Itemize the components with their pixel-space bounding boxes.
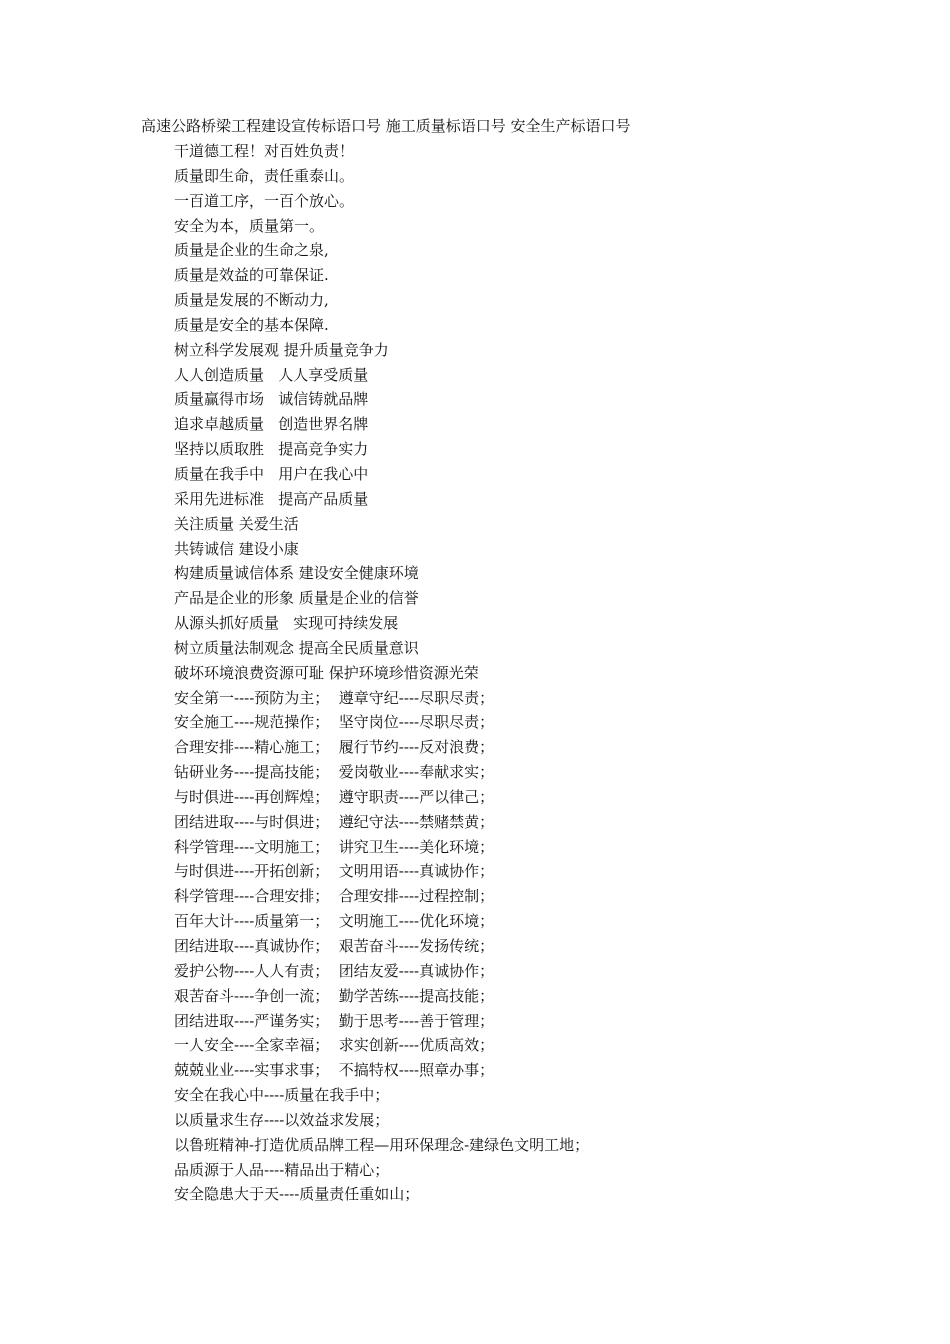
slogan-list [174,139,589,1207]
slogan-line: 一人安全----全家幸福； 求实创新----优质高效； [174,1036,495,1055]
slogan-line: 团结进取----真诚协作； 艰苦奋斗----发扬传统； [174,937,495,955]
slogan-line: 科学管理----文明施工； 讲究卫生----美化环境； [174,837,495,856]
slogan-line: 科学管理----合理安排； 合理安排----过程控制； [174,887,495,906]
slogan-line: 钻研业务----提高技能； 爱岗敬业----奉献求实； [174,763,495,782]
slogan-line: 质量是企业的生命之泉, [174,241,329,260]
slogan-line: 一百道工序，一百个放心。 [174,191,355,210]
slogan-line: 质量即生命，责任重泰山。 [174,166,355,185]
slogan-line: 安全施工----规范操作； 坚守岗位----尽职尽责； [174,713,495,732]
slogan-line: 安全第一----预防为主； 遵章守纪----尽职尽责； [174,688,495,707]
slogan-line: 树立质量法制观念 提高全民质量意识 [174,638,419,657]
slogan-line: 人人创造质量 人人享受质量 [174,365,369,384]
document-title: 高速公路桥梁工程建设宣传标语口号 施工质量标语口号 安全生产标语口号 [141,117,631,135]
slogan-line: 艰苦奋斗----争创一流； 勤学苦练----提高技能； [174,986,495,1005]
slogan-line: 以鲁班精神-打造优质品牌工程—用环保理念-建绿色文明工地； [174,1135,590,1154]
slogan-line: 合理安排----精心施工； 履行节约----反对浪费； [174,738,495,757]
slogan-line: 安全隐患大于天----质量责任重如山； [174,1185,420,1204]
slogan-line: 以质量求生存----以效益求发展； [174,1110,390,1129]
slogan-line: 安全为本，质量第一。 [174,216,325,235]
slogan-line: 从源头抓好质量 实现可持续发展 [174,614,399,633]
slogan-line: 兢兢业业----实事求事； 不搞特权----照章办事； [174,1061,495,1080]
slogan-line: 与时俱进----再创辉煌； 遵守职责----严以律己； [174,787,495,806]
slogan-line: 与时俱进----开拓创新； 文明用语----真诚协作； [174,862,495,881]
slogan-line: 采用先进标准 提高产品质量 [174,489,369,508]
slogan-line: 关注质量 关爱生活 [174,514,299,533]
slogan-line: 质量是效益的可靠保证. [174,266,329,285]
slogan-line: 追求卓越质量 创造世界名牌 [174,415,369,434]
slogan-line: 百年大计----质量第一； 文明施工----优化环境； [174,912,495,931]
slogan-line: 产品是企业的形象 质量是企业的信誉 [174,589,419,608]
slogan-line: 团结进取----严谨务实； 勤于思考----善于管理； [174,1011,495,1030]
slogan-line: 共铸诚信 建设小康 [174,539,299,558]
slogan-line: 安全在我心中----质量在我手中； [174,1086,390,1105]
slogan-line: 爱护公物----人人有责； 团结友爱----真诚协作； [174,961,495,980]
slogan-line: 构建质量诚信体系 建设安全健康环境 [174,564,419,583]
slogan-line: 质量赢得市场 诚信铸就品牌 [174,390,369,409]
slogan-line: 树立科学发展观 提升质量竞争力 [174,340,389,359]
slogan-line: 团结进取----与时俱进； 遵纪守法----禁赌禁黄； [174,812,495,831]
slogan-line: 破坏环境浪费资源可耻 保护环境珍惜资源光荣 [174,663,479,682]
slogan-line: 干道德工程！对百姓负责！ [174,142,355,160]
slogan-line: 品质源于人品----精品出于精心； [174,1160,390,1179]
slogan-line: 坚持以质取胜 提高竞争实力 [174,440,369,459]
slogan-line: 质量是发展的不断动力, [174,291,329,310]
slogan-line: 质量在我手中 用户在我心中 [174,464,369,483]
slogan-line: 质量是安全的基本保障. [174,315,329,334]
